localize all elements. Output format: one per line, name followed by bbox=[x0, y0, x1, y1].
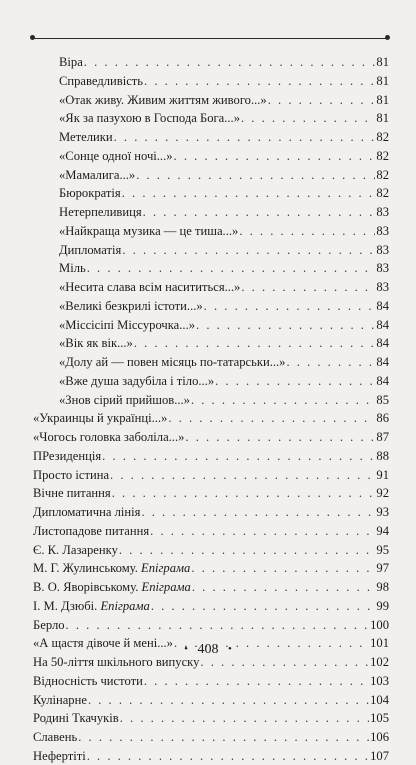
toc-leader-dots bbox=[122, 184, 376, 202]
toc-entry-page: 84 bbox=[376, 298, 389, 313]
rule-dot-left bbox=[30, 35, 35, 40]
toc-entry-page: 82 bbox=[376, 148, 389, 163]
toc-entry-title: І. М. Дзюбі. Епіграма bbox=[33, 598, 150, 613]
toc-leader-dots bbox=[136, 166, 375, 184]
toc-leader-dots bbox=[112, 484, 376, 502]
toc-entry-title: Метелики bbox=[59, 130, 113, 144]
toc-entry-page: 82 bbox=[376, 167, 389, 182]
toc-entry-title: «А щастя дівоче й мені...» bbox=[33, 636, 173, 651]
toc-entry bbox=[33, 616, 389, 634]
toc-leader-dots bbox=[168, 409, 375, 427]
toc-leader-dots bbox=[204, 297, 376, 315]
toc-entry-page: 83 bbox=[376, 223, 389, 238]
toc-entry-page: 106 bbox=[370, 730, 389, 744]
toc-entry-page: 82 bbox=[376, 130, 389, 144]
toc-leader-dots bbox=[102, 447, 375, 465]
toc-entry-page: 84 bbox=[376, 317, 389, 332]
toc-entry bbox=[33, 541, 389, 559]
toc-entry-page: 81 bbox=[376, 111, 389, 126]
toc-entry-title: Дипломатична лінія bbox=[33, 505, 141, 519]
toc-entry-page: 85 bbox=[376, 392, 389, 407]
toc-entry-genre: Епіграма bbox=[141, 580, 191, 594]
toc-leader-dots bbox=[185, 428, 375, 446]
toc-entry-title: «Міссісіпі Міссурочка...» bbox=[59, 317, 196, 332]
toc-entry-title: Справедливість bbox=[59, 73, 144, 88]
toc-leader-dots bbox=[87, 259, 376, 277]
toc-leader-dots bbox=[87, 747, 369, 765]
toc-leader-dots bbox=[215, 372, 375, 390]
toc-leader-dots bbox=[84, 53, 376, 71]
toc-entry bbox=[33, 747, 389, 765]
toc-entry bbox=[59, 334, 389, 352]
toc-leader-dots bbox=[286, 353, 375, 371]
toc-entry-page: 103 bbox=[370, 673, 389, 688]
toc-entry bbox=[33, 409, 389, 427]
toc-entry-title: Бюрократія bbox=[59, 186, 121, 201]
toc-entry-page: 84 bbox=[376, 355, 389, 369]
toc-entry-page: 101 bbox=[370, 636, 389, 651]
toc-entry-title: «Великі безкрилі істоти...» bbox=[59, 298, 203, 313]
toc-leader-dots bbox=[191, 559, 375, 577]
toc-entry-page: 92 bbox=[376, 486, 389, 501]
toc-entry bbox=[59, 128, 389, 146]
toc-entry-page: 100 bbox=[370, 617, 389, 632]
toc-leader-dots bbox=[241, 109, 375, 127]
toc-entry-title: «Сонце одної ночі...» bbox=[59, 148, 173, 163]
toc-entry-title: На 50-ліття шкільного випуску bbox=[33, 655, 200, 669]
toc-entry-page: 99 bbox=[376, 598, 389, 613]
toc-entry bbox=[59, 184, 389, 202]
page-footer bbox=[0, 640, 416, 659]
toc-entry bbox=[59, 353, 389, 371]
footer-bullet-left: • bbox=[184, 643, 188, 655]
toc-entry-page: 84 bbox=[376, 336, 389, 351]
toc-entry-title: Славень bbox=[33, 730, 78, 744]
toc-leader-dots bbox=[239, 222, 375, 240]
toc-entry bbox=[59, 316, 389, 334]
toc-leader-dots bbox=[241, 278, 375, 296]
toc-leader-dots bbox=[114, 128, 376, 146]
toc-leader-dots bbox=[88, 691, 369, 709]
toc-entry-title: «Знов сірий прийшов...» bbox=[59, 392, 190, 407]
footer-bullet-right: • bbox=[228, 643, 232, 655]
toc-entry-page: 93 bbox=[376, 505, 389, 519]
toc-leader-dots bbox=[191, 391, 375, 409]
toc-entry-page: 82 bbox=[376, 186, 389, 201]
toc-entry-page: 107 bbox=[370, 748, 389, 763]
toc-leader-dots bbox=[120, 709, 369, 727]
toc-entry-title: «Вже душа задубіла і тіло...» bbox=[59, 373, 215, 388]
toc-entry-page: 83 bbox=[376, 242, 389, 257]
toc-entry-page: 86 bbox=[376, 411, 389, 426]
toc-leader-dots bbox=[141, 503, 375, 521]
toc-entry-title: «Найкраща музика — це тиша...» bbox=[59, 223, 239, 238]
toc-entry-page: 95 bbox=[376, 542, 389, 557]
toc-leader-dots bbox=[134, 334, 376, 352]
toc-leader-dots bbox=[192, 578, 376, 596]
toc-leader-dots bbox=[174, 147, 376, 165]
toc-entry-page: 83 bbox=[376, 205, 389, 219]
toc-entry bbox=[59, 391, 389, 409]
toc-entry bbox=[59, 259, 389, 277]
toc-leader-dots bbox=[119, 541, 376, 559]
toc-entry bbox=[33, 466, 389, 484]
toc-entry bbox=[33, 447, 389, 465]
toc-entry-page: 98 bbox=[376, 580, 389, 594]
toc-entry-title: В. О. Яворівському. Епіграма bbox=[33, 580, 191, 594]
toc-entry-title: Міль bbox=[59, 261, 86, 276]
toc-entry-page: 83 bbox=[376, 280, 389, 294]
toc-entry-title: Кулінарне bbox=[33, 692, 87, 707]
toc-entry bbox=[59, 91, 389, 109]
toc-leader-dots bbox=[78, 728, 369, 746]
toc-entry bbox=[33, 672, 389, 690]
toc-entry-title: «Як за пазухою в Господа Бога...» bbox=[59, 111, 240, 126]
toc-entry-page: 84 bbox=[376, 373, 389, 388]
toc-entry bbox=[33, 559, 389, 577]
toc-leader-dots bbox=[196, 316, 375, 334]
toc-entry-title: Берло bbox=[33, 617, 65, 632]
toc-entry bbox=[59, 147, 389, 165]
toc-entry-title: «Вік як вік...» bbox=[59, 336, 133, 351]
toc-entry-page: 81 bbox=[376, 73, 389, 88]
toc-leader-dots bbox=[144, 672, 369, 690]
toc-entry-page: 105 bbox=[370, 711, 389, 726]
toc-entry-title: Дипломатія bbox=[59, 242, 122, 257]
toc-entry-title: «Чогось головка заболіла...» bbox=[33, 430, 185, 444]
toc-entry-page: 97 bbox=[376, 561, 389, 576]
toc-entry bbox=[59, 278, 389, 296]
toc-entry bbox=[33, 484, 389, 502]
toc-leader-dots bbox=[143, 203, 376, 221]
toc-entry-title: Просто істина bbox=[33, 467, 110, 482]
toc-entry-title: Нефертіті bbox=[33, 748, 86, 763]
toc-entry-title: Родині Ткачуків bbox=[33, 711, 119, 726]
toc-entry-page: 81 bbox=[376, 55, 389, 69]
toc-entry-page: 102 bbox=[370, 655, 389, 669]
toc-entry-title: «Украинцы й українці...» bbox=[33, 411, 168, 426]
toc-entry-title: Нетерпеливиця bbox=[59, 205, 142, 219]
toc-entry-title: «Несита слава всім насититься...» bbox=[59, 280, 241, 294]
toc-entry bbox=[33, 503, 389, 521]
toc-entry bbox=[33, 428, 389, 446]
toc-entry bbox=[33, 691, 389, 709]
toc-leader-dots bbox=[268, 91, 376, 109]
toc-entry bbox=[59, 203, 389, 221]
rule-dot-right bbox=[385, 35, 390, 40]
toc-entry bbox=[59, 72, 389, 90]
toc-leader-dots bbox=[144, 72, 375, 90]
toc-entry-title: Відносність чистоти bbox=[33, 673, 143, 688]
toc-entry-page: 83 bbox=[376, 261, 389, 276]
toc-entry-genre: Епіграма bbox=[141, 561, 191, 576]
toc-entry bbox=[59, 166, 389, 184]
toc-entry bbox=[59, 109, 389, 127]
top-rule bbox=[32, 38, 388, 39]
toc-entry-title: М. Г. Жулинському. Епіграма bbox=[33, 561, 191, 576]
toc-entry bbox=[59, 372, 389, 390]
toc-entry-title: Є. К. Лазаренку bbox=[33, 542, 118, 557]
toc-entry-page: 81 bbox=[376, 92, 389, 107]
toc-entry-title: Листопадове питання bbox=[33, 523, 150, 538]
toc-entry-title: «Отак живу. Живим життям живого...» bbox=[59, 92, 267, 107]
toc-entry-title: «Мамалига...» bbox=[59, 167, 136, 182]
toc-entry-page: 104 bbox=[370, 692, 389, 707]
toc-leader-dots bbox=[110, 466, 375, 484]
toc-entry bbox=[33, 522, 389, 540]
toc-leader-dots bbox=[122, 241, 375, 259]
toc-entry bbox=[33, 709, 389, 727]
toc-entry bbox=[59, 297, 389, 315]
toc-entry-title: Віра bbox=[59, 55, 83, 69]
toc-entry bbox=[33, 578, 389, 596]
toc-entry-page: 91 bbox=[376, 467, 389, 482]
toc-entry-page: 94 bbox=[376, 523, 389, 538]
toc-entry bbox=[59, 241, 389, 259]
toc-entry-genre: Епіграма bbox=[100, 598, 150, 613]
toc-entry bbox=[59, 53, 389, 71]
toc-leader-dots bbox=[151, 597, 376, 615]
toc-entry-page: 88 bbox=[376, 448, 389, 463]
toc-leader-dots bbox=[150, 522, 375, 540]
page-number: 408 bbox=[197, 642, 219, 657]
toc-entry-title: «Долу ай — повен місяць по-татарськи...» bbox=[59, 355, 286, 369]
toc-leader-dots bbox=[66, 616, 370, 634]
toc-entry bbox=[59, 222, 389, 240]
toc-entry bbox=[33, 728, 389, 746]
toc-entry bbox=[33, 597, 389, 615]
toc-entry-title: Вічне питання bbox=[33, 486, 111, 501]
toc-entry-page: 87 bbox=[376, 430, 389, 444]
toc-entry-title: ПРезиденція bbox=[33, 448, 102, 463]
